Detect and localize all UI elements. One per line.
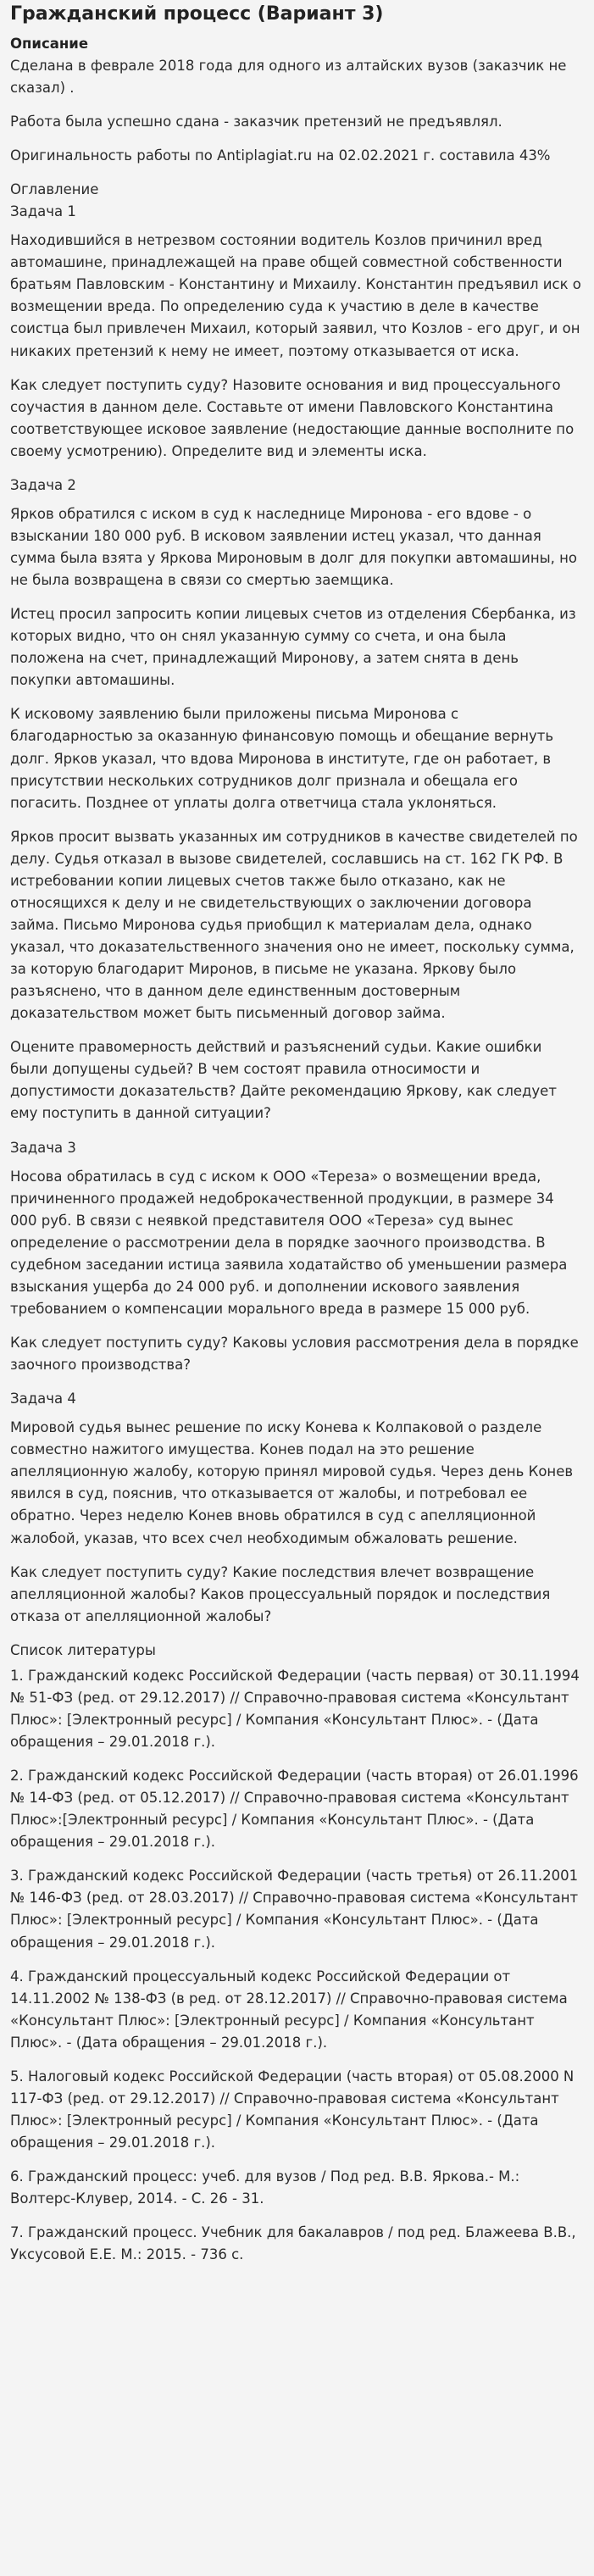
description-paragraph: Сделана в феврале 2018 года для одного из алтайских вузов (заказчик не сказал) .	[10, 57, 567, 96]
task-paragraph: Как следует поступить суду? Каковы условия рассмотрения дела в порядке заочного производства?	[10, 1335, 579, 1374]
references-section	[10, 1640, 584, 2267]
task-title: Задача 1	[10, 203, 76, 220]
task-paragraph: Носова обратилась в суд с иском к ООО «Тереза» о возмещении вреда, причиненного продажей недоброкачественной продукции, в размере 34 000 руб. В связи с неявкой представителя ООО «Тереза» суд вынес определение о рассмотрении дела в порядке заочного производства. В судебном заседании истица заявила ходатайство об уменьшении размера взыскания ущерба до 24 000 руб. и дополнении искового заявления требованием о компенсации морального вреда в размере 15 000 руб.	[10, 1168, 568, 1317]
task-paragraph: Как следует поступить суду? Назовите основания и вид процессуального соучастия в данном деле. Составьте от имени Павловского Константина соответствующее исковое заявление (недостающие данные восполните по своему усмотрению). Определите вид и элементы иска.	[10, 376, 575, 459]
reference-item: 6. Гражданский процесс: учеб. для вузов / Под ред. В.В. Яркова.- М.: Волтерс-Клувер, 2014. - С. 26 - 31.	[10, 2168, 520, 2207]
task-title: Задача 4	[10, 1391, 76, 1407]
reference-item: 4. Гражданский процессуальный кодекс Российской Федерации от 14.11.2002 № 138-ФЗ (в ред. от 28.12.2017) // Справочно-правовая система «Консультант Плюс»: [Электронный ресурс] / Компания «Консультант Плюс». - (Дата обращения – 29.01.2018 г.).	[10, 1968, 568, 2051]
references-title: Список литературы	[10, 1641, 156, 1658]
toc-label: Оглавление	[10, 181, 99, 198]
task-paragraph: Мировой судья вынес решение по иску Конева к Колпаковой о разделе совместно нажитого имущества. Конев подал на это решение апелляционную жалобу, которую принял мировой судья. Через день Конев явился в суд, пояснив, что отказывается от жалобы, и потребовал ее обратно. Через неделю Конев вновь обратился в суд с апелляционной жалобой, указав, что всех счел необходимым обжаловать решение.	[10, 1419, 574, 1546]
task-paragraph: Как следует поступить суду? Какие последствия влечет возвращение апелляционной жалобы? Каков процессуальный порядок и последствия отказа от апелляционной жалобы?	[10, 1563, 551, 1624]
description-label: Описание	[10, 35, 89, 52]
reference-item: 1. Гражданский кодекс Российской Федерации (часть первая) от 30.11.1994 № 51-ФЗ (ред. от 29.12.2017) // Справочно-правовая система «Консультант Плюс»: [Электронный ресурс] / Компания «Консультант Плюс». - (Дата обращения – 29.01.2018 г.).	[10, 1667, 580, 1751]
reference-item: 3. Гражданский кодекс Российской Федерации (часть третья) от 26.11.2001 № 146-ФЗ (ред. от 28.03.2017) // Справочно-правовая система «Консультант Плюс»: [Электронный ресурс] / Компания «Консультант Плюс». - (Дата обращения – 29.01.2018 г.).	[10, 1868, 579, 1951]
task-paragraph: К исковому заявлению были приложены письма Миронова с благодарностью за оказанную финансовую помощь и обещание вернуть долг. Ярков указал, что вдова Миронова в институте, где он работает, в присутствии нескольких сотрудников долг признала и обещала его погасить. Позднее от уплаты долга ответчица стала уклоняться.	[10, 706, 554, 811]
task-section	[10, 1137, 584, 1377]
reference-item: 2. Гражданский кодекс Российской Федерации (часть вторая) от 26.01.1996 № 14-ФЗ (ред. от 05.12.2017) // Справочно-правовая система «Консультант Плюс»:[Электронный ресурс] / Компания «Консультант Плюс». - (Дата обращения – 29.01.2018 г.).	[10, 1768, 579, 1851]
description-paragraph: Работа была успешно сдана - заказчик претензий не предъявлял.	[10, 113, 502, 130]
task-paragraph: Истец просил запросить копии лицевых счетов из отделения Сбербанка, из которых видно, что он снял указанную сумму со счета, и она была положена на счет, принадлежащий Миронову, а затем снята в день покупки автомашины.	[10, 606, 576, 689]
task-paragraph: Ярков обратился с иском в суд к наследнице Миронова - его вдове - о взыскании 180 000 руб. В исковом заявлении истец указал, что данная сумма была взята у Яркова Мироновым в долг для покупки автомашины, но не была возвращена в связи со смертью заемщика.	[10, 505, 578, 589]
page-title: Гражданский процесс (Вариант 3)	[10, 3, 384, 25]
description-paragraph: Оригинальность работы по Antiplagiat.ru на 02.02.2021 г. составила 43%	[10, 147, 551, 164]
task-paragraph: Оцените правомерность действий и разъяснений судьи. Какие ошибки были допущены судьей? В чем состоят правила относимости и допустимости доказательств? Дайте рекомендацию Яркову, как следует ему поступить в данной ситуации?	[10, 1039, 557, 1122]
reference-item: 5. Налоговый кодекс Российской Федерации (часть вторая) от 05.08.2000 N 117-ФЗ (ред. от 29.12.2017) // Справочно-правовая система «Консультант Плюс»: [Электронный ресурс] / Компания «Консультант Плюс». - (Дата обращения – 29.01.2018 г.).	[10, 2068, 575, 2151]
task-title: Задача 3	[10, 1139, 76, 1156]
task-title: Задача 2	[10, 476, 76, 493]
task-section	[10, 201, 584, 463]
task-section	[10, 1388, 584, 1628]
task-paragraph: Ярков просит вызвать указанных им сотрудников в качестве свидетелей по делу. Судья отказал в вызове свидетелей, сославшись на ст. 162 ГК РФ. В истребовании копии лицевых счетов также было отказано, как не относящихся к делу и не свидетельствующих о заключении договора займа. Письмо Миронова судья приобщил к материалам дела, однако указал, что доказательственного значения оно не имеет, поскольку сумма, за которую благодарит Миронов, в письме не указана. Яркову было разъяснено, что в данном деле единственным достоверным доказательством может быть письменный договор займа.	[10, 828, 578, 1022]
task-paragraph: Находившийся в нетрезвом состоянии водитель Козлов причинил вред автомашине, принадлежащей на праве общей совместной собственности братьям Павловским - Константину и Михаилу. Константин предъявил иск о возмещении вреда. По определению суда к участию в деле в качестве соистца был привлечен Михаил, который заявил, что Козлов - его друг, и он никаких претензий к нему не имеет, поэтому отказывается от иска.	[10, 232, 581, 359]
reference-item: 7. Гражданский процесс. Учебник для бакалавров / под ред. Блажеева В.В., Уксусовой Е.Е. М.: 2015. - 736 с.	[10, 2224, 576, 2263]
task-section	[10, 475, 584, 1125]
